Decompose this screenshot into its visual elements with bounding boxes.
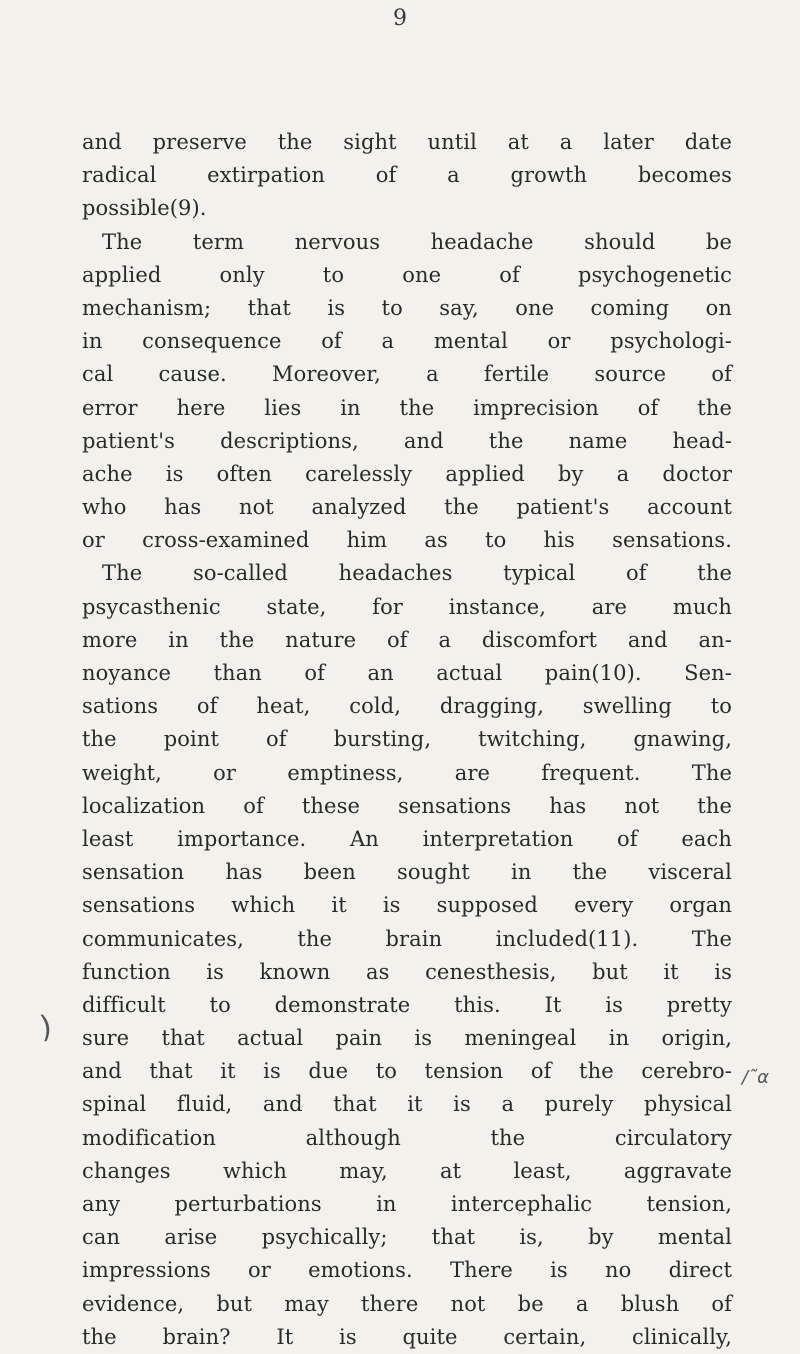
text-line: difficult to demonstrate this. It is pretty bbox=[82, 992, 732, 1017]
text-line: sensation has been sought in the visceral bbox=[82, 860, 732, 885]
text-line: patient's descriptions, and the name head- bbox=[82, 428, 732, 453]
text-line: weight, or emptiness, are frequent. The bbox=[82, 760, 732, 785]
body-text bbox=[82, 126, 732, 1354]
text-line: sensations which it is supposed every organ bbox=[82, 893, 732, 918]
text-line: communicates, the brain included(11). The bbox=[82, 926, 732, 951]
text-line: impressions or emotions. There is no direct bbox=[82, 1258, 732, 1283]
text-line: spinal fluid, and that it is a purely physical bbox=[82, 1092, 732, 1117]
text-line: function is known as cenesthesis, but it is bbox=[82, 959, 732, 984]
text-line: cal cause. Moreover, a fertile source of bbox=[82, 362, 732, 387]
text-line: in consequence of a mental or psychologi- bbox=[82, 329, 732, 354]
text-line: can arise psychically; that is, by mental bbox=[82, 1225, 732, 1250]
text-line: the point of bursting, twitching, gnawing, bbox=[82, 727, 732, 752]
text-line: who has not analyzed the patient's account bbox=[82, 495, 732, 520]
page-number: 9 bbox=[393, 6, 407, 31]
text-line: or cross-examined him as to his sensations. bbox=[82, 528, 732, 553]
text-line: the brain? It is quite certain, clinically, bbox=[82, 1324, 732, 1349]
text-line: psycasthenic state, for instance, are much bbox=[82, 594, 732, 619]
text-line: possible(9). bbox=[82, 196, 207, 221]
text-line: The so-called headaches typical of the bbox=[102, 561, 732, 586]
text-line: evidence, but may there not be a blush of bbox=[82, 1291, 732, 1316]
text-line: localization of these sensations has not the bbox=[82, 793, 732, 818]
text-line: any perturbations in intercephalic tension, bbox=[82, 1192, 732, 1216]
text-line: radical extirpation of a growth becomes bbox=[82, 163, 732, 188]
text-line: ache is often carelessly applied by a doctor bbox=[82, 461, 732, 486]
text-line: sure that actual pain is meningeal in origin, bbox=[82, 1026, 732, 1051]
margin-pencil-mark-right: /˜α bbox=[742, 1067, 769, 1088]
text-line: more in the nature of a discomfort and an- bbox=[82, 627, 732, 652]
text-line: sations of heat, cold, dragging, swelling to bbox=[82, 694, 732, 719]
text-line: error here lies in the imprecision of the bbox=[82, 395, 732, 420]
text-line: changes which may, at least, aggravate bbox=[82, 1158, 732, 1183]
text-line: The term nervous headache should be bbox=[102, 229, 732, 254]
text-line: and that it is due to tension of the cerebro- bbox=[82, 1059, 732, 1084]
margin-pencil-mark-left: ) bbox=[37, 1009, 55, 1046]
text-line: least importance. An interpretation of each bbox=[82, 826, 732, 851]
text-line: mechanism; that is to say, one coming on bbox=[82, 295, 732, 320]
text-line: and preserve the sight until at a later date bbox=[82, 130, 732, 154]
text-line: noyance than of an actual pain(10). Sen- bbox=[82, 661, 732, 685]
text-line: modification although the circulatory bbox=[82, 1125, 732, 1150]
text-line: applied only to one of psychogenetic bbox=[82, 262, 732, 287]
